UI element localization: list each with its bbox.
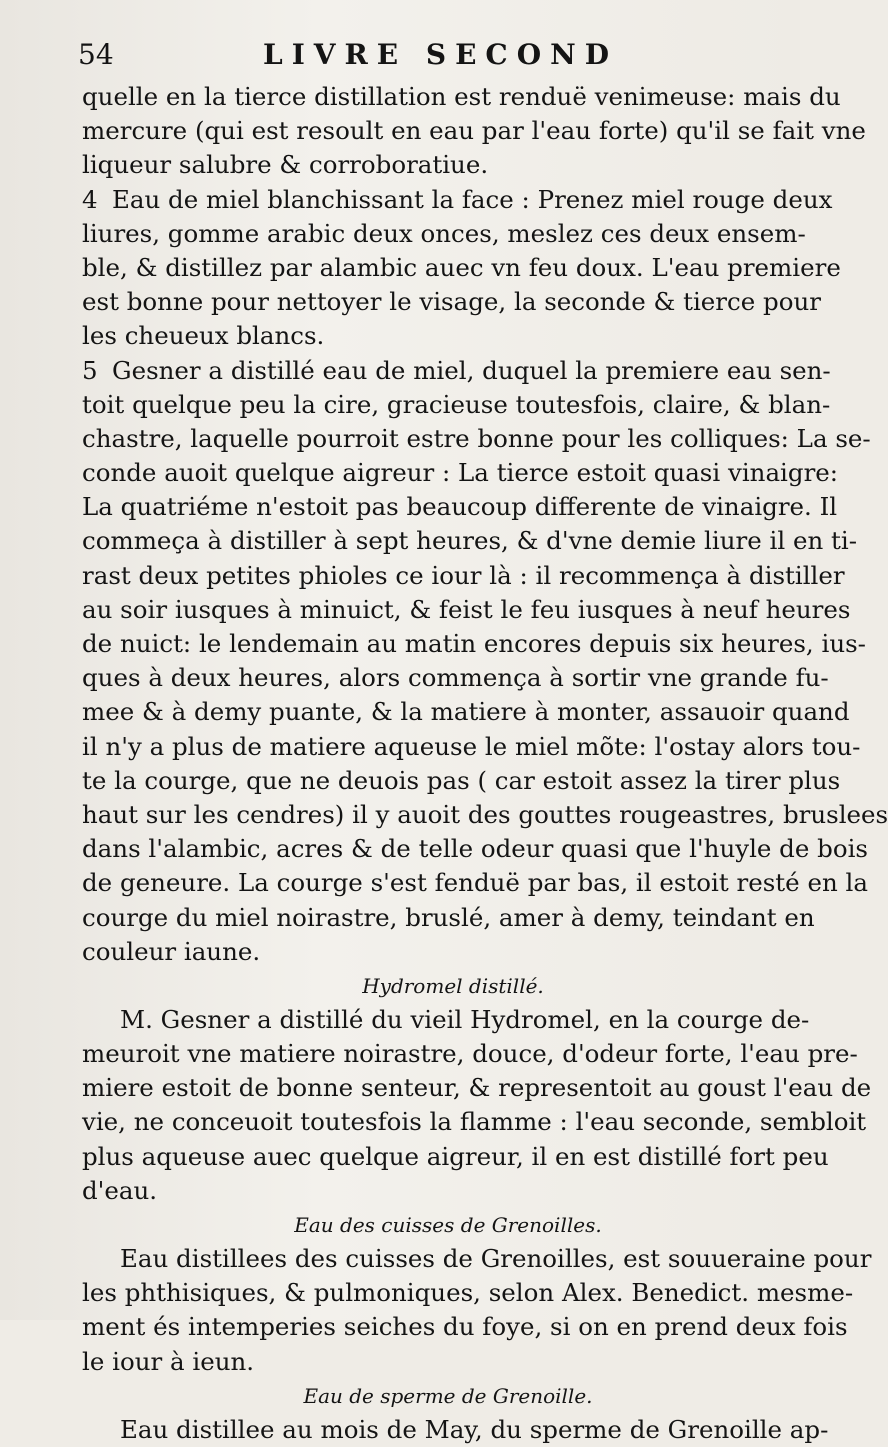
text-line: mercure (qui est resoult en eau par l'eau forte) qu'il se fait vne xyxy=(82,116,866,146)
text-line: vie, ne conceuoit toutesfois la flamme : l'eau seconde, sembloit xyxy=(82,1107,867,1137)
text-line: toit quelque peu la cire, gracieuse toutesfois, claire, & blan- xyxy=(82,389,831,419)
body-text xyxy=(82,80,888,1447)
text-line: il n'y a plus de matiere aqueuse le miel mõte: l'ostay alors tou- xyxy=(82,731,861,761)
page-number: 54 xyxy=(78,38,114,71)
text-line: au soir iusques à minuict, & feist le feu iusques à neuf heures xyxy=(82,594,851,624)
text-line: de nuict: le lendemain au matin encores depuis six heures, ius- xyxy=(82,629,866,658)
text-line: plus aqueuse auec quelque aigreur, il en est distillé fort peu xyxy=(82,1141,829,1171)
text-line: le iour à ieun. xyxy=(82,1346,255,1376)
paragraph-number: 5 xyxy=(82,355,98,385)
text-line: couleur iaune. xyxy=(82,936,261,966)
text-line: Eau distillee au mois de May, du sperme de Grenoille ap- xyxy=(120,1414,829,1444)
text-line: miere estoit de bonne senteur, & representoit au goust l'eau de xyxy=(82,1073,872,1103)
text-line: liqueur salubre & corroboratiue. xyxy=(82,150,489,180)
section-heading: Hydromel distillé. xyxy=(362,973,544,998)
text-line: est bonne pour nettoyer le visage, la seconde & tierce pour xyxy=(82,287,821,317)
paragraph-4-first-line xyxy=(82,183,833,217)
section-heading: Eau des cuisses de Grenoilles. xyxy=(294,1213,602,1237)
paragraph-5-first-line xyxy=(82,354,831,388)
paragraph-number: 4 xyxy=(82,184,98,214)
text-line: La quatriéme n'estoit pas beaucoup differente de vinaigre. Il xyxy=(82,492,838,522)
text-line: quelle en la tierce distillation est renduë venimeuse: mais du xyxy=(82,82,841,111)
text-line: d'eau. xyxy=(82,1175,158,1205)
text-line: Gesner a distillé eau de miel, duquel la premiere eau sen- xyxy=(112,355,831,385)
text-line: commeça à distiller à sept heures, & d'vne demie liure il en ti- xyxy=(82,526,857,556)
text-line: rast deux petites phioles ce iour là : il recommença à distiller xyxy=(82,560,845,590)
text-line: ques à deux heures, alors commença à sortir vne grande fu- xyxy=(82,663,829,693)
section-heading: Eau de sperme de Grenoille. xyxy=(303,1383,593,1408)
text-line: ment és intemperies seiches du foye, si on en prend deux fois xyxy=(82,1312,848,1342)
text-line: ble, & distillez par alambic auec vn feu doux. L'eau premiere xyxy=(82,252,841,282)
text-line: les cheueux blancs. xyxy=(82,321,325,351)
text-line: te la courge, que ne deuois pas ( car estoit assez la tirer plus xyxy=(82,765,841,795)
text-line: Eau distillees des cuisses de Grenoilles, est souueraine pour xyxy=(120,1244,872,1273)
text-line: chastre, laquelle pourroit estre bonne pour les colliques: La se- xyxy=(82,423,871,453)
text-line: meuroit vne matiere noirastre, douce, d'odeur forte, l'eau pre- xyxy=(82,1039,858,1069)
text-line: courge du miel noirastre, bruslé, amer à demy, teindant en xyxy=(82,902,815,932)
page-header xyxy=(78,38,784,80)
running-head: LIVRE SECOND xyxy=(263,38,618,71)
text-line: liures, gomme arabic deux onces, meslez ces deux ensem- xyxy=(82,218,806,248)
text-line: dans l'alambic, acres & de telle odeur quasi que l'huyle de bois xyxy=(82,834,868,864)
text-line: mee & à demy puante, & la matiere à monter, assauoir quand xyxy=(82,697,850,727)
text-line: conde auoit quelque aigreur : La tierce estoit quasi vinaigre: xyxy=(82,458,839,488)
text-line: les phthisiques, & pulmoniques, selon Alex. Benedict. mesme- xyxy=(82,1278,854,1308)
text-line: haut sur les cendres) il y auoit des gouttes rougeastres, bruslees xyxy=(82,799,888,829)
text-line: de geneure. La courge s'est fenduë par bas, il estoit resté en la xyxy=(82,868,868,898)
text-line: M. Gesner a distillé du vieil Hydromel, en la courge de- xyxy=(120,1004,810,1034)
text-line: Eau de miel blanchissant la face : Prenez miel rouge deux xyxy=(112,184,833,214)
